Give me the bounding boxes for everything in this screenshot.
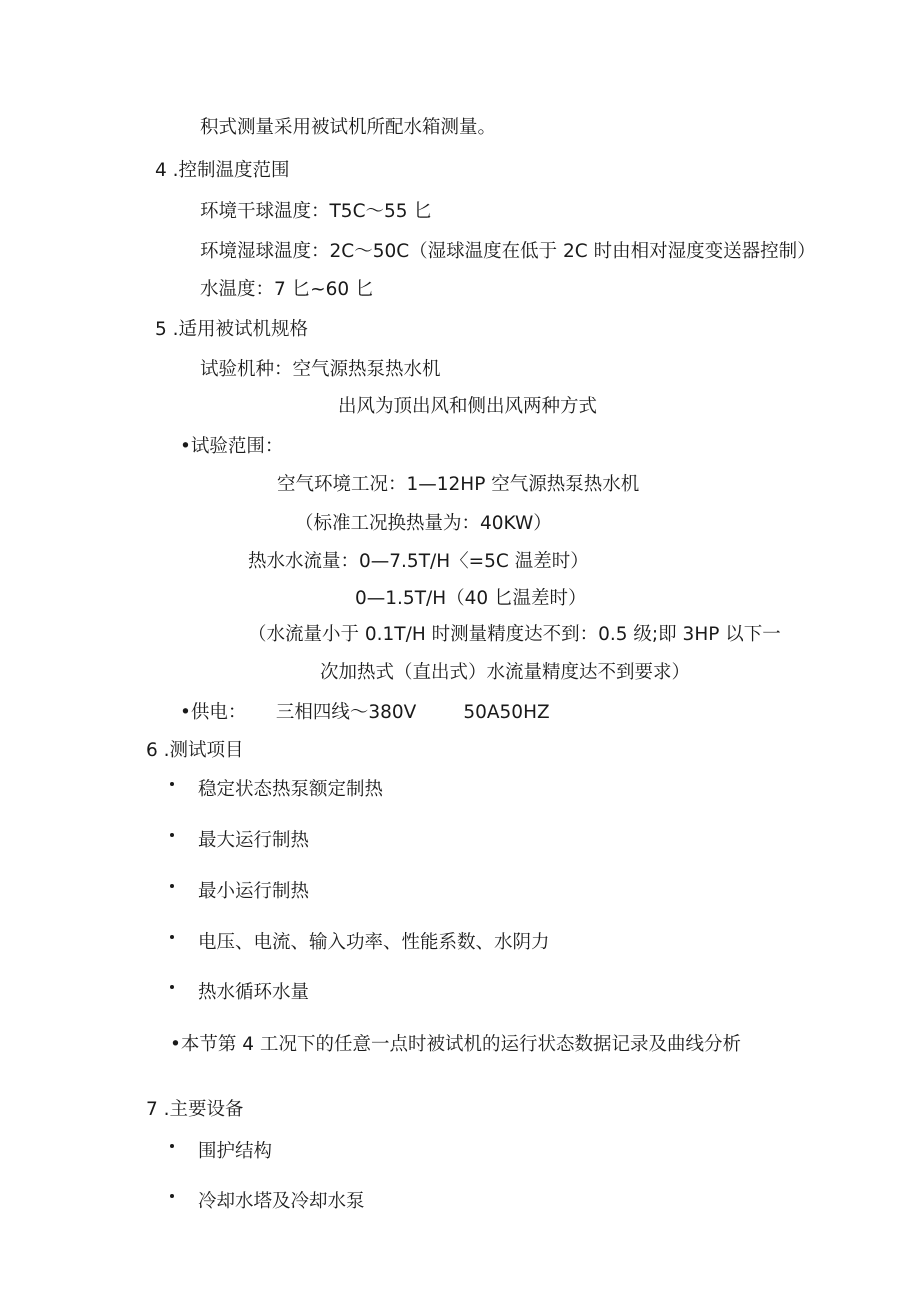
text-line: 7 .主要设备 — [146, 1099, 244, 1120]
text-line: 最小运行制热 — [198, 881, 310, 902]
text-line: 次加热式（直出式）水流量精度达不到要求） — [320, 662, 691, 683]
text-line: 积式测量采用被试机所配水箱测量。 — [200, 117, 497, 138]
text-line: 热水水流量：0—7.5T/H〈=5C 温差时） — [248, 551, 589, 572]
text-line: •供电： 三相四线～380V 50A50HZ — [180, 702, 550, 723]
text-line: 环境湿球温度：2C～50C（湿球温度在低于 2C 时由相对湿度变送器控制） — [200, 241, 816, 262]
text-line: •本节第 4 工况下的任意一点时被试机的运行状态数据记录及曲线分析 — [170, 1034, 741, 1055]
text-line: 5 .适用被试机规格 — [155, 319, 309, 340]
list-bullet-icon — [170, 884, 174, 888]
text-line: 环境干球温度：T5C～55 匕 — [200, 201, 432, 222]
text-line: 出风为顶出风和侧出风两种方式 — [338, 396, 598, 417]
text-line: 电压、电流、输入功率、性能系数、水阴力 — [198, 932, 550, 953]
list-bullet-icon — [170, 833, 174, 837]
text-line: （水流量小于 0.1T/H 时测量精度达不到：0.5 级;即 3HP 以下一 — [248, 624, 781, 645]
text-line: 稳定状态热泵额定制热 — [198, 779, 384, 800]
text-line: （标准工况换热量为：40KW） — [295, 513, 552, 534]
text-line: 6 .测试项目 — [146, 740, 244, 761]
text-line: 空气环境工况：1—12HP 空气源热泵热水机 — [277, 474, 640, 495]
text-line: 热水循环水量 — [198, 982, 310, 1003]
text-line: 水温度：7 匕~60 匕 — [200, 279, 374, 300]
text-line: •试验范围： — [180, 436, 284, 457]
text-line: 最大运行制热 — [198, 830, 310, 851]
list-bullet-icon — [170, 782, 174, 786]
list-bullet-icon — [170, 1144, 174, 1148]
text-line: 围护结构 — [198, 1141, 273, 1162]
text-line: 冷却水塔及冷却水泵 — [198, 1191, 365, 1212]
text-line: 试验机种：空气源热泵热水机 — [200, 359, 441, 380]
list-bullet-icon — [170, 1194, 174, 1198]
text-line: 4 .控制温度范围 — [155, 160, 290, 181]
list-bullet-icon — [170, 935, 174, 939]
list-bullet-icon — [170, 985, 174, 989]
text-line: 0—1.5T/H（40 匕温差时） — [355, 588, 587, 609]
